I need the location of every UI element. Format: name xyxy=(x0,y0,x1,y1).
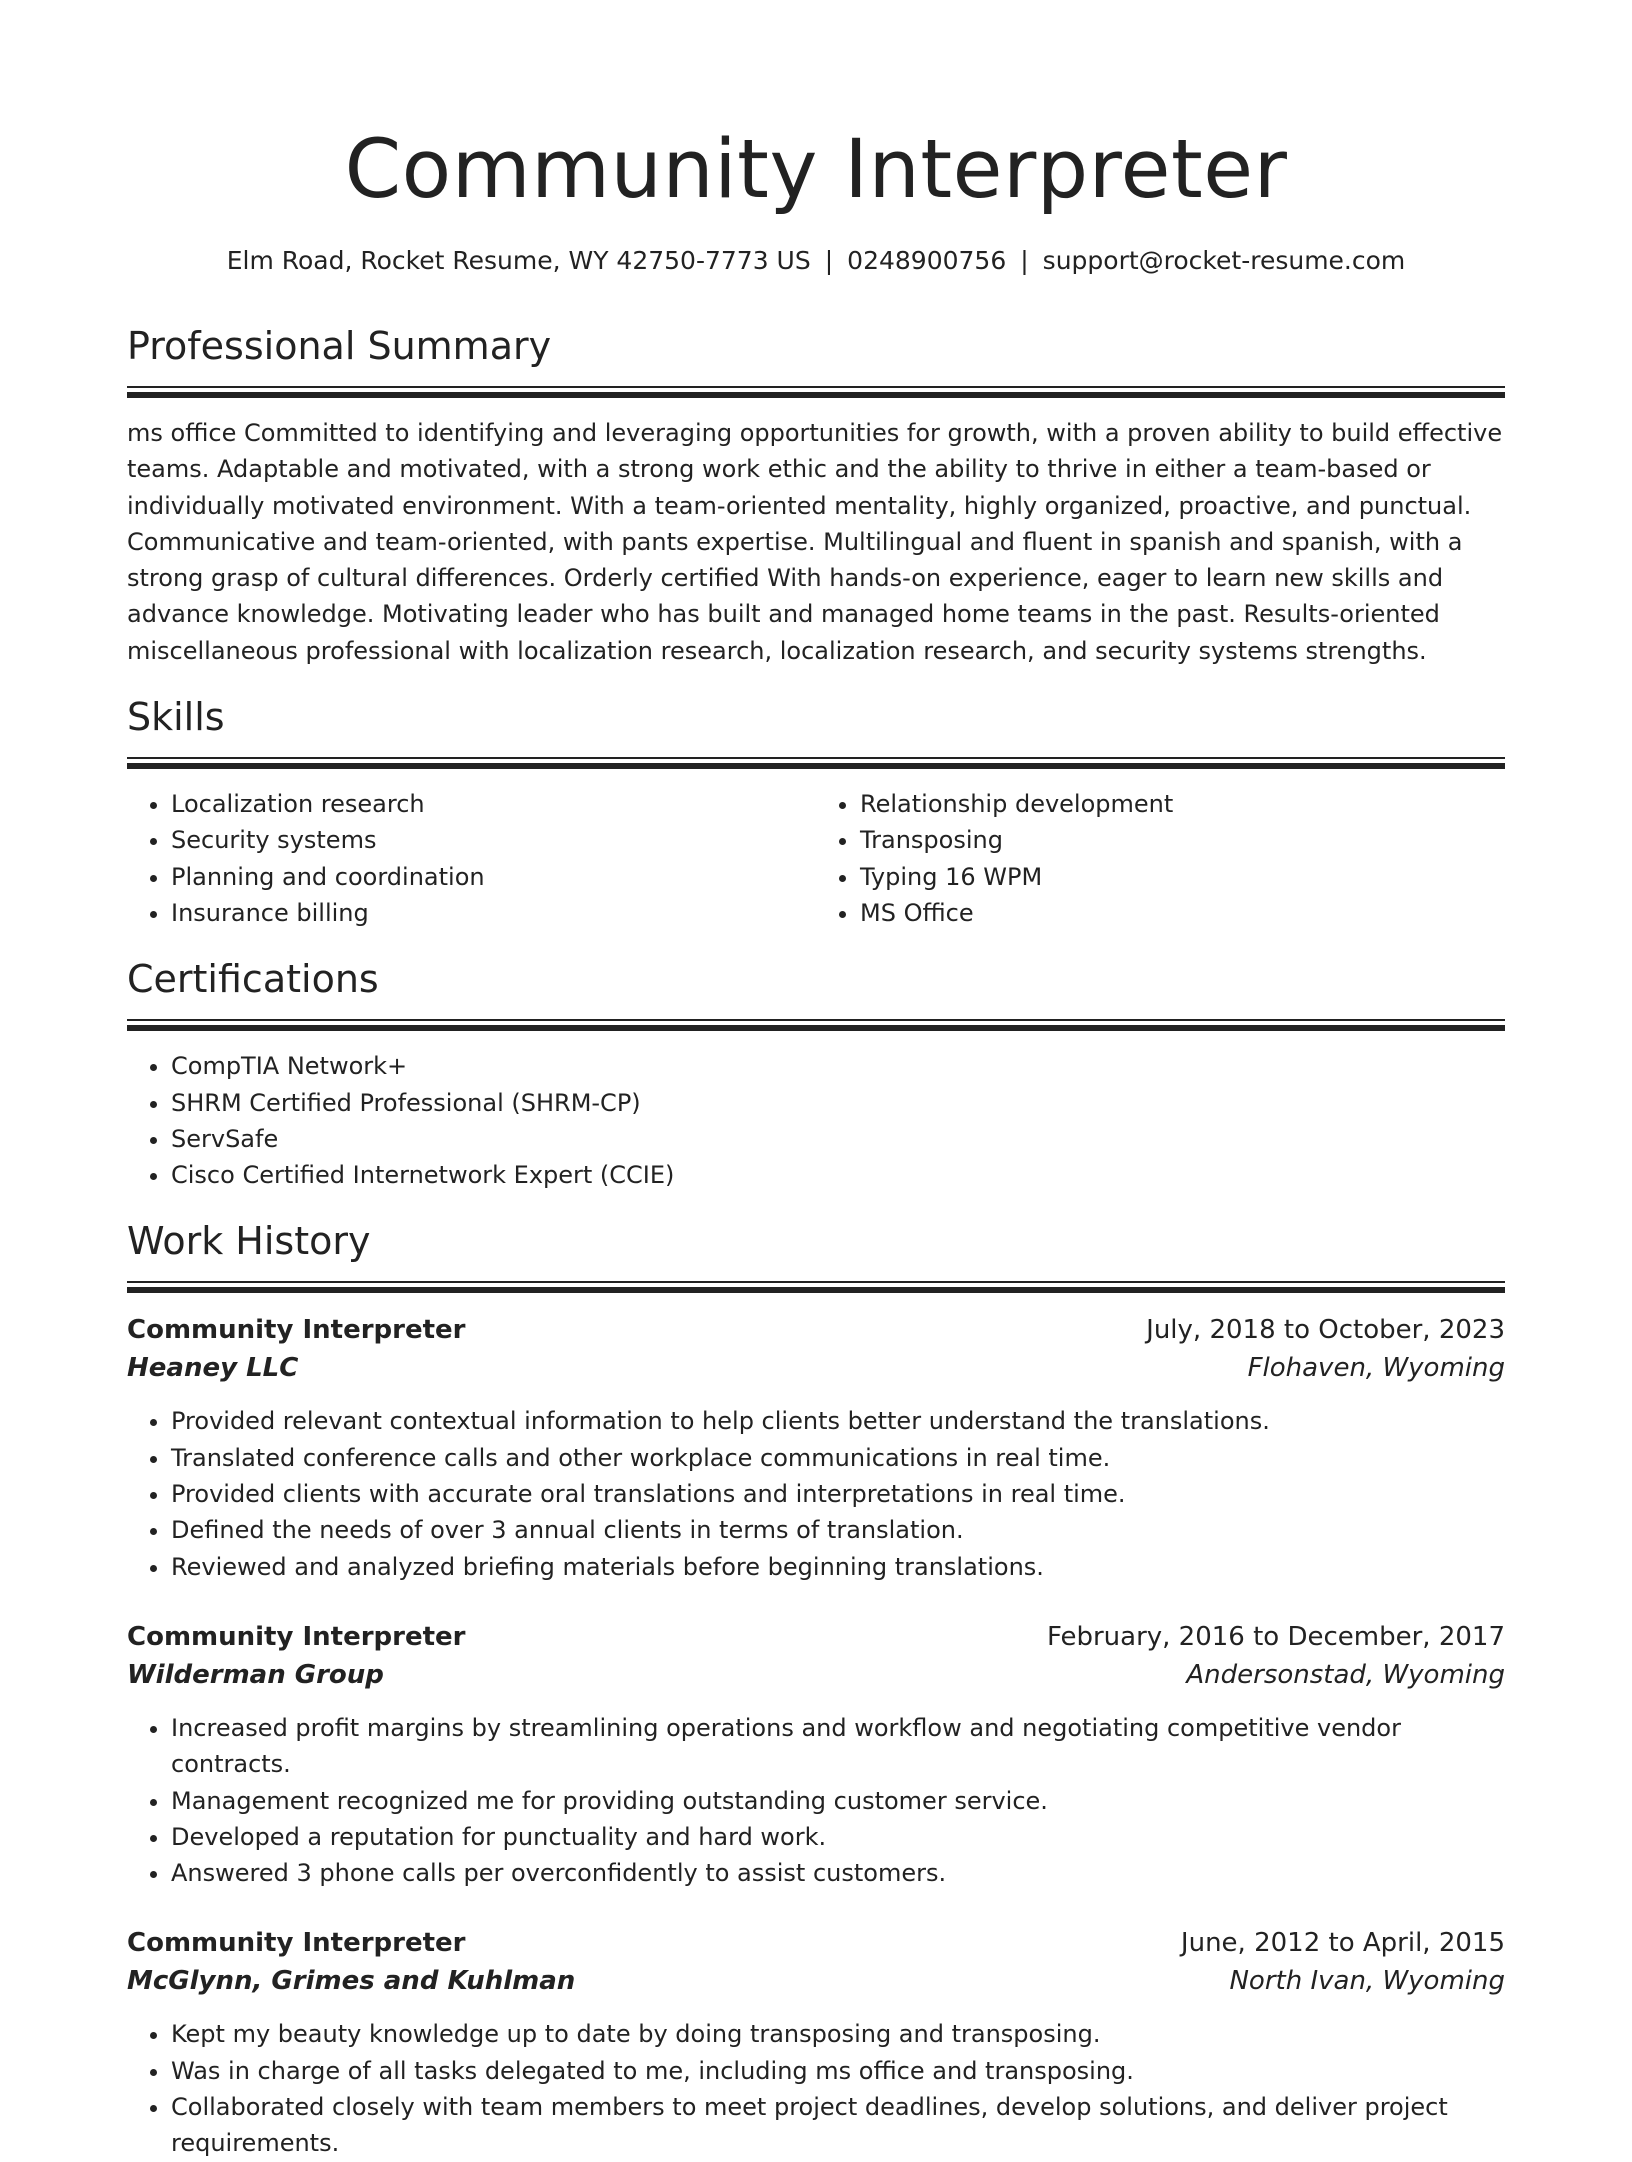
summary-heading: Professional Summary xyxy=(127,324,552,368)
job-bullet: • Answered 3 phone calls per overconfidently to assist customers. xyxy=(171,1855,1505,1891)
job-title: Community Interpreter xyxy=(127,1315,466,1346)
job-bullet: • Defined the needs of over 3 annual clients in terms of translation. xyxy=(171,1512,1505,1548)
certifications-section xyxy=(127,931,1505,1193)
job-bullets xyxy=(127,1710,1505,1891)
contact-address: Elm Road, Rocket Resume, WY 42750-7773 US xyxy=(226,246,811,275)
job-bullet: • Kept my beauty knowledge up to date by doing transposing and transposing. xyxy=(171,2016,1505,2052)
section-divider xyxy=(127,386,1505,398)
job-bullet: • Was in charge of all tasks delegated to me, including ms office and transposing. xyxy=(171,2053,1505,2089)
contact-line xyxy=(127,244,1505,278)
job-bullet: • Developed a reputation for punctuality and hard work. xyxy=(171,1819,1505,1855)
job-title: Community Interpreter xyxy=(127,1928,466,1959)
resume-page xyxy=(127,0,1505,2162)
job-dates: July, 2018 to October, 2023 xyxy=(1146,1315,1505,1346)
job-bullet: • Provided clients with accurate oral translations and interpretations in real time. xyxy=(171,1476,1505,1512)
skills-list-left xyxy=(127,786,816,931)
job-bullets xyxy=(127,1403,1505,1584)
certifications-list xyxy=(127,1048,1505,1193)
skill-item: • Security systems xyxy=(171,822,816,858)
skills-list-right xyxy=(816,786,1505,931)
certifications-heading: Certifications xyxy=(127,957,379,1002)
work-history-heading: Work History xyxy=(127,1219,371,1264)
resume-name: Community Interpreter xyxy=(344,123,1288,217)
skills-grid xyxy=(127,786,1505,931)
skill-item: • Planning and coordination xyxy=(171,859,816,895)
job-bullet: • Increased profit margins by streamlining operations and workflow and negotiating competitive vendor contracts. xyxy=(171,1710,1505,1783)
skill-item: • Insurance billing xyxy=(171,895,816,931)
section-divider xyxy=(127,1019,1505,1031)
section-divider xyxy=(127,1281,1505,1293)
contact-separator: | xyxy=(824,246,834,275)
contact-phone: 0248900756 xyxy=(847,246,1007,275)
job-company-row xyxy=(127,1656,1505,1694)
job-title: Community Interpreter xyxy=(127,1621,466,1652)
skill-item: • Transposing xyxy=(860,822,1505,858)
job-header-row xyxy=(127,1924,1505,1962)
job-company-row xyxy=(127,1962,1505,2000)
job-company: Wilderman Group xyxy=(127,1659,384,1690)
skills-section xyxy=(127,669,1505,931)
section-divider xyxy=(127,757,1505,769)
skill-item: • Localization research xyxy=(171,786,816,822)
job-location: North Ivan, Wyoming xyxy=(1229,1966,1505,1997)
job-bullet: • Reviewed and analyzed briefing materials before beginning translations. xyxy=(171,1549,1505,1585)
summary-text: ms office Committed to identifying and leveraging opportunities for growth, with a proven ability to build effective teams. Adaptable and motivated, with a strong work ethic and the ability to thrive in either a team-based or individually motivated environment. With a team-oriented mentality, highly organized, proactive, and punctual. Communicative and team-oriented, with pants expertise. Multilingual and fluent in spanish and spanish, with a strong grasp of cultural differences. Orderly certified With hands-on experience, eager to learn new skills and advance knowledge. Motivating leader who has built and managed home teams in the past. Results-oriented miscellaneous professional with localization research, localization research, and security systems strengths. xyxy=(127,419,1503,665)
job-location: Flohaven, Wyoming xyxy=(1247,1353,1505,1384)
summary-section xyxy=(127,278,1505,669)
certification-item: • Cisco Certified Internetwork Expert (CCIE) xyxy=(171,1157,1505,1193)
job-company: McGlynn, Grimes and Kuhlman xyxy=(127,1966,576,1997)
job-bullets xyxy=(127,2016,1505,2161)
job-header-row xyxy=(127,1618,1505,1656)
skills-heading: Skills xyxy=(127,695,225,740)
job-location: Andersonstad, Wyoming xyxy=(1186,1659,1505,1690)
job-entry xyxy=(127,1924,1505,2161)
job-dates: June, 2012 to April, 2015 xyxy=(1180,1928,1505,1959)
skill-item: • Typing 16 WPM xyxy=(860,859,1505,895)
job-bullet: • Provided relevant contextual information to help clients better understand the translations. xyxy=(171,1403,1505,1439)
skill-item: • MS Office xyxy=(860,895,1505,931)
job-header-row xyxy=(127,1311,1505,1349)
job-bullet: • Management recognized me for providing outstanding customer service. xyxy=(171,1783,1505,1819)
job-entry xyxy=(127,1618,1505,1891)
certification-item: • CompTIA Network+ xyxy=(171,1048,1505,1084)
contact-email[interactable]: support@rocket-resume.com xyxy=(1042,246,1406,275)
certification-item: • ServSafe xyxy=(171,1121,1505,1157)
skill-item: • Relationship development xyxy=(860,786,1505,822)
job-dates: February, 2016 to December, 2017 xyxy=(1046,1621,1505,1652)
job-entry xyxy=(127,1311,1505,1584)
job-bullet: • Collaborated closely with team members to meet project deadlines, develop solutions, and deliver project requirements. xyxy=(171,2089,1505,2162)
work-history-section xyxy=(127,1193,1505,2161)
job-company-row xyxy=(127,1349,1505,1387)
certification-item: • SHRM Certified Professional (SHRM-CP) xyxy=(171,1085,1505,1121)
job-bullet: • Translated conference calls and other workplace communications in real time. xyxy=(171,1440,1505,1476)
contact-separator: | xyxy=(1020,246,1029,275)
job-company: Heaney LLC xyxy=(127,1353,299,1384)
